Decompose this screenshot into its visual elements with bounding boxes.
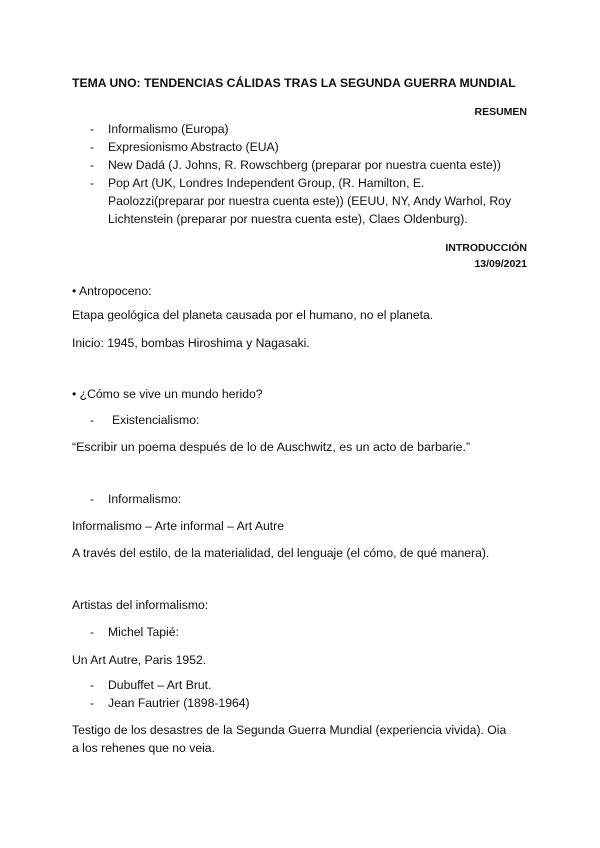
resumen-item: Pop Art (UK, Londres Independent Group, (R. Hamilton, E. (108, 176, 425, 190)
testigo-text-continued: a los rehenes que no veia. (72, 741, 215, 755)
resumen-item: New Dadá (J. Johns, R. Rowschberg (preparar por nuestra cuenta este)) (108, 158, 501, 172)
existencialismo-label: Existencialismo: (112, 413, 200, 427)
artistas-heading: Artistas del informalismo: (72, 598, 209, 612)
document-title: TEMA UNO: TENDENCIAS CÁLIDAS TRAS LA SEGUNDA GUERRA MUNDIAL (72, 76, 516, 90)
intro-heading: INTRODUCCIÓN (445, 242, 527, 254)
tapie-label: Michel Tapié: (108, 625, 179, 639)
antropoceno-definition: Etapa geológica del planeta causada por el humano, no el planeta. (72, 308, 434, 322)
fautrier-label: Jean Fautrier (1898-1964) (108, 696, 250, 710)
intro-date: 13/09/2021 (474, 258, 527, 270)
resumen-item: Informalismo (Europa) (108, 122, 229, 136)
list-dash: - (90, 413, 95, 427)
list-dash: - (90, 696, 95, 710)
resumen-item-continued: Paolozzi(preparar por nuestra cuenta este)) (EEUU, NY, Andy Warhol, Roy (108, 194, 512, 208)
informalismo-names: Informalismo – Arte informal – Art Autre (72, 519, 285, 533)
tapie-work: Un Art Autre, Paris 1952. (72, 653, 207, 667)
dubuffet-label: Dubuffet – Art Brut. (108, 678, 212, 692)
resumen-item-continued: Lichtenstein (preparar por nuestra cuenta este), Claes Oldenburg). (108, 212, 468, 226)
antropoceno-heading: • Antropoceno: (72, 284, 152, 298)
resumen-heading: RESUMEN (474, 106, 527, 118)
list-dash: - (90, 140, 95, 154)
list-dash: - (90, 492, 95, 506)
antropoceno-inicio: Inicio: 1945, bombas Hiroshima y Nagasaki. (72, 336, 310, 350)
resumen-item: Expresionismo Abstracto (EUA) (108, 140, 279, 154)
list-dash: - (90, 158, 95, 172)
list-dash: - (90, 625, 95, 639)
informalismo-description: A través del estilo, de la materialidad, del lenguaje (el cómo, de qué manera). (72, 546, 490, 560)
list-dash: - (90, 678, 95, 692)
list-dash: - (90, 176, 95, 190)
auschwitz-quote: “Escribir un poema después de lo de Auschwitz, es un acto de barbarie.” (72, 440, 471, 454)
informalismo-heading: Informalismo: (108, 492, 182, 506)
list-dash: - (90, 122, 95, 136)
mundo-herido-question: • ¿Cómo se vive un mundo herido? (72, 387, 263, 401)
testigo-text: Testigo de los desastres de la Segunda Guerra Mundial (experiencia vivida). Oia (72, 723, 507, 737)
